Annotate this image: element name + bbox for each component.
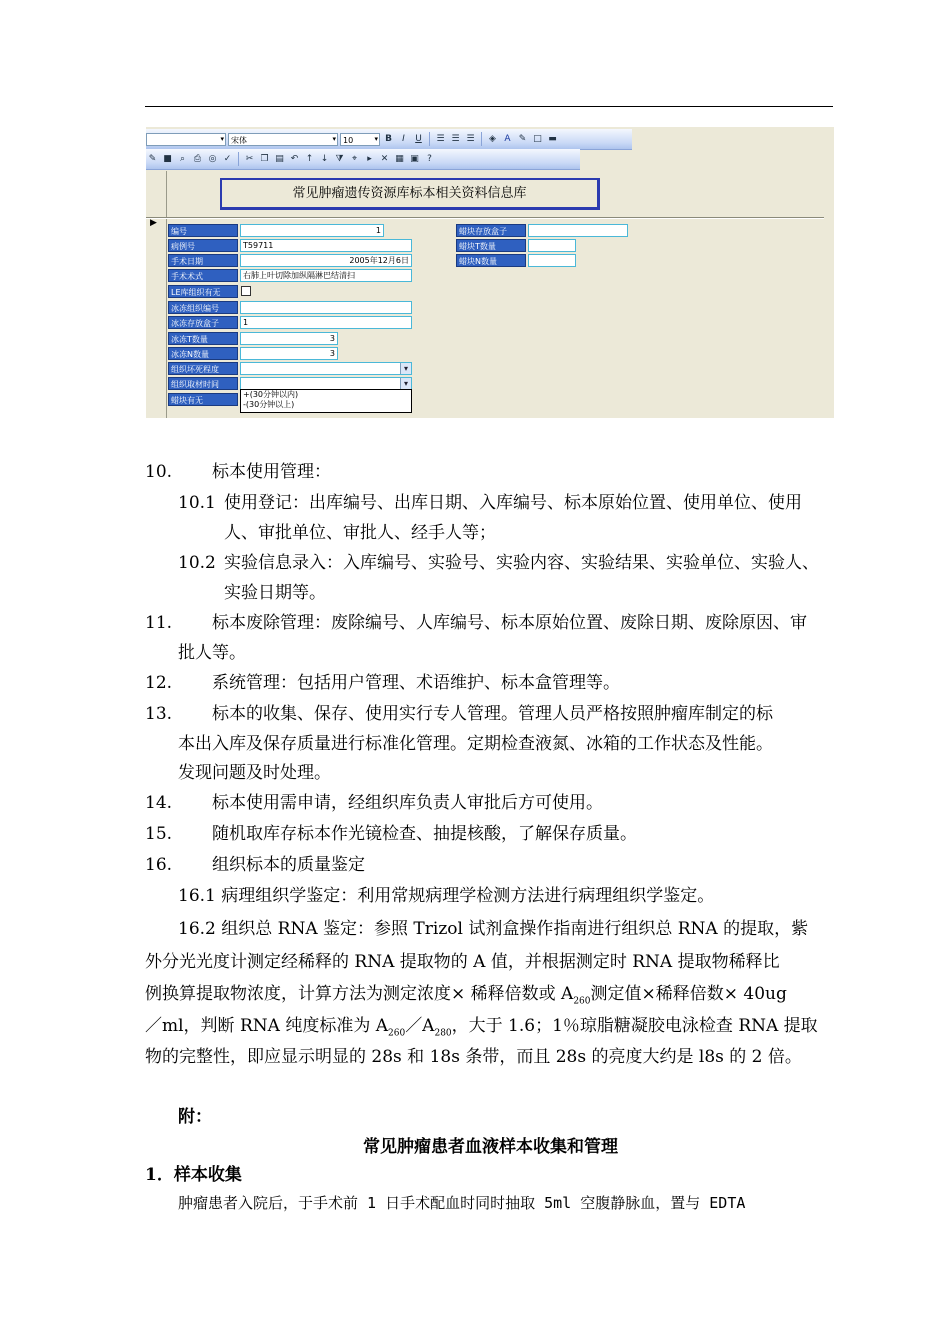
frozen-n-count-field[interactable]: 3	[240, 347, 338, 360]
item-text: 物的完整性，即应显示明显的 28s 和 18s 条带，而且 28s 的亮度大约是 l8s 的 2 倍。	[145, 1047, 802, 1067]
field-label: 冰冻存放盒子	[168, 316, 238, 329]
item-text: 标本的收集、保存、使用实行专人管理。管理人员严格按照肿瘤库制定的标	[212, 704, 773, 724]
dropdown-option[interactable]: -(30分钟以上)	[243, 400, 295, 409]
save-icon[interactable]: ■	[163, 153, 172, 164]
design-view-icon[interactable]: ✎	[148, 153, 157, 164]
item-text: 组织标本的质量鉴定	[212, 855, 365, 875]
field-label: 手术术式	[168, 269, 238, 282]
item-text: 本出入库及保存质量进行标准化管理。定期检查液氮、冰箱的工作状态及性能。	[178, 734, 773, 754]
item-number: 10.1	[178, 493, 216, 513]
database-window-icon[interactable]: ▦	[395, 153, 404, 164]
item-number: 15.	[145, 824, 173, 844]
dropdown-list[interactable]	[240, 389, 412, 413]
field-label: 蜡块N数量	[456, 254, 526, 267]
item-number: 14.	[145, 793, 173, 813]
item-text: 使用登记：出库编号、出库日期、入库编号、标本原始位置、使用单位、使用	[224, 493, 802, 513]
print-icon[interactable]: ⎙	[193, 153, 202, 164]
surgery-date-field[interactable]: 2005年12月6日	[240, 254, 412, 267]
standard-toolbar	[146, 149, 580, 170]
copy-icon[interactable]: ❐	[260, 153, 269, 164]
item-text: 肿瘤患者入院后，于手术前 1 日手术配血时同时抽取 5ml 空腹静脉血，置与 EDTA	[178, 1194, 746, 1212]
item-number: 12.	[145, 673, 173, 693]
field-label: 冰冻N数量	[168, 347, 238, 360]
cut-icon[interactable]: ✂	[245, 153, 254, 164]
align-center-icon[interactable]: ☰	[451, 133, 460, 144]
le-tissue-checkbox[interactable]	[241, 286, 251, 296]
bold-icon[interactable]: B	[385, 133, 392, 144]
border-icon[interactable]: □	[533, 133, 542, 144]
wax-t-count-field[interactable]	[528, 239, 576, 252]
new-object-icon[interactable]: ▣	[410, 153, 419, 164]
frozen-tissue-id-field[interactable]	[240, 301, 412, 314]
font-size-combo[interactable]: 10 ▾	[340, 133, 380, 146]
filter-icon[interactable]: ⧩	[335, 153, 344, 164]
form-title: 常见肿瘤遗传资源库标本相关资料信息库	[220, 178, 600, 210]
fill-color-icon[interactable]: ◈	[489, 133, 496, 144]
frozen-t-count-field[interactable]: 3	[240, 332, 338, 345]
item-text: 随机取库存标本作光镜检查、抽提核酸，了解保存质量。	[212, 824, 637, 844]
wax-box-field[interactable]	[528, 224, 628, 237]
delete-record-icon[interactable]: ✕	[380, 153, 389, 164]
search-icon[interactable]: ⌕	[179, 153, 186, 164]
underline-icon[interactable]: U	[415, 133, 422, 144]
item-number: 10.	[145, 462, 173, 482]
item-text: 标本废除管理：废除编号、人库编号、标本原始位置、废除日期、废除原因、审	[212, 613, 807, 633]
font-color-icon[interactable]: A	[504, 133, 511, 144]
help-icon[interactable]: ?	[427, 153, 432, 164]
align-right-icon[interactable]: ☰	[466, 133, 475, 144]
item-text: 人、审批单位、审批人、经手人等；	[224, 523, 496, 543]
item-text: 16.2 组织总 RNA 鉴定：参照 Trizol 试剂盒操作指南进行组织总 RNA 的提取，紫	[178, 919, 809, 939]
dropdown-option[interactable]: +(30分钟以内)	[243, 390, 299, 399]
item-text: 实验信息录入：入库编号、实验号、实验内容、实验结果、实验单位、实验人、	[224, 553, 819, 573]
item-text: 16.1 病理组织学鉴定：利用常规病理学检测方法进行病理组织学鉴定。	[178, 886, 715, 906]
item-text: 实验日期等。	[224, 583, 326, 603]
item-number: 11.	[145, 613, 173, 633]
field-label: 蜡块有无	[168, 393, 238, 406]
item-text: 外分光光度计测定经稀释的 RNA 提取物的 A 值，并根据测定时 RNA 提取物稀释比	[145, 952, 780, 972]
item-text: 标本使用需申请，经组织库负责人审批后方可使用。	[212, 793, 603, 813]
section-heading: 1．样本收集	[145, 1165, 242, 1185]
field-label: 手术日期	[168, 254, 238, 267]
appendix-label: 附：	[178, 1107, 212, 1127]
item-text: 发现问题及时处理。	[178, 763, 331, 783]
item-text: 标本使用管理：	[212, 462, 331, 482]
new-record-icon[interactable]: ▸	[367, 153, 372, 164]
item-number: 10.2	[178, 553, 216, 573]
spellcheck-icon[interactable]: ✓	[223, 153, 232, 164]
undo-icon[interactable]: ↶	[290, 153, 299, 164]
field-label: 组织取材时间	[168, 377, 238, 390]
item-text: ／ml，判断 RNA 纯度标准为 $A_{260}/A_{280}$，大于 1.6；1％琼脂糖凝胶电泳检查 RNA 提取	[145, 1016, 818, 1039]
wax-n-count-field[interactable]	[528, 254, 576, 267]
sort-asc-icon[interactable]: ↑	[305, 153, 314, 164]
field-label: 蜡块存放盒子	[456, 224, 526, 237]
line-width-icon[interactable]: ▬	[548, 133, 557, 144]
font-combo[interactable]: 宋体 ▾	[228, 133, 338, 146]
item-number: 13.	[145, 704, 173, 724]
id-field[interactable]: 1	[240, 224, 384, 237]
header-rule	[145, 106, 833, 107]
record-selector-icon[interactable]: ▶	[150, 218, 157, 228]
field-label: LE库组织有无	[168, 285, 238, 298]
field-label: 组织坏死程度	[168, 362, 238, 375]
access-form-screenshot	[146, 127, 834, 418]
find-icon[interactable]: ⌖	[351, 153, 358, 164]
field-label: 病例号	[168, 239, 238, 252]
item-text: 例换算提取物浓度，计算方法为测定浓度× 稀释倍数或 $A_{260}$测定值×稀释倍数× 40ug	[145, 984, 787, 1007]
case-number-field[interactable]: T59711	[240, 239, 412, 252]
item-text: 批人等。	[178, 643, 246, 663]
preview-icon[interactable]: ◎	[208, 153, 217, 164]
necrosis-dropdown[interactable]	[240, 362, 412, 375]
formatting-toolbar	[146, 129, 632, 150]
surgery-method-field[interactable]: 右肺上叶切除加纵隔淋巴结清扫	[240, 269, 412, 282]
paste-icon[interactable]: ▤	[275, 153, 284, 164]
sort-desc-icon[interactable]: ↓	[320, 153, 329, 164]
field-label: 冰冻组织编号	[168, 301, 238, 314]
field-label: 冰冻T数量	[168, 332, 238, 345]
appendix-title: 常见肿瘤患者血液样本收集和管理	[363, 1137, 618, 1157]
item-text: 系统管理：包括用户管理、术语维护、标本盒管理等。	[212, 673, 620, 693]
frozen-box-field[interactable]: 1	[240, 316, 412, 329]
line-color-icon[interactable]: ✎	[518, 133, 527, 144]
style-combo[interactable]	[146, 133, 226, 146]
italic-icon[interactable]: I	[402, 133, 405, 144]
field-label: 编号	[168, 224, 238, 237]
item-number: 16.	[145, 855, 173, 875]
align-left-icon[interactable]: ☰	[436, 133, 445, 144]
field-label: 蜡块T数量	[456, 239, 526, 252]
